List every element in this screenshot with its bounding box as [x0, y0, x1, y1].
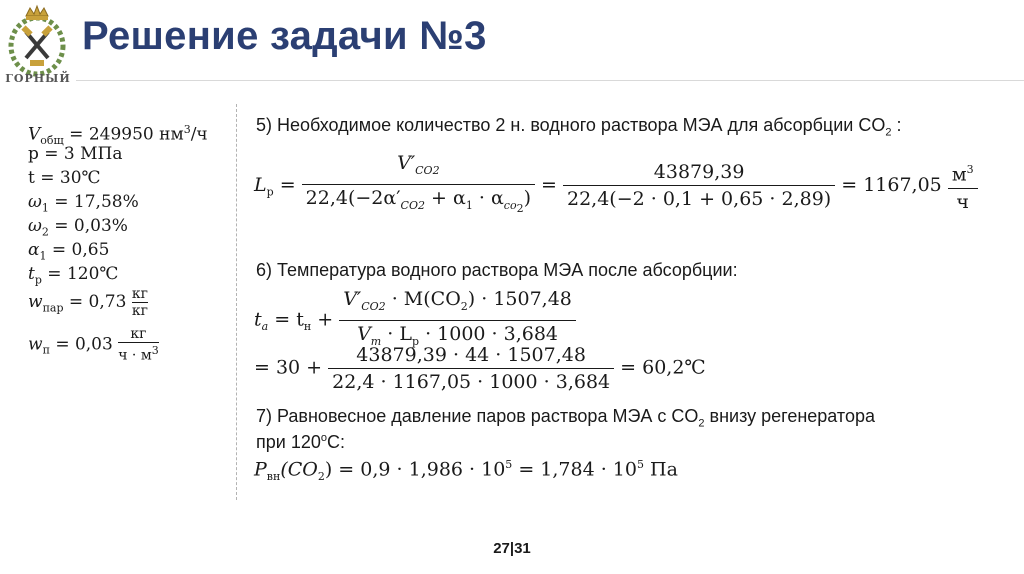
step5-heading: 5) Необходимое количество 2 н. водного раствора МЭА для абсорбции $CO_2$ : — [256, 115, 902, 139]
header-divider — [76, 80, 1024, 81]
given-wp: $w_п = 0,03$ $\frac{кг}{ч \cdot м^3}$ — [28, 326, 159, 364]
given-pressure: p = 3 МПа — [28, 144, 123, 164]
given-temperature: t = 30℃ — [28, 168, 101, 188]
given-tp: $t_р$ = 120℃ — [28, 264, 119, 287]
step7-heading-line1: 7) Равновесное давление паров раствора МЭА с $CO_2$ внизу регенератора — [256, 406, 875, 430]
slide-title: Решение задачи №3 — [82, 14, 487, 58]
given-omega2: $\omega_2 = 0,03\%$ — [28, 216, 128, 239]
given-omega1: $\omega_1 = 17,58\%$ — [28, 192, 139, 215]
step6-heading: 6) Температура водного раствора МЭА после абсорбции: — [256, 260, 738, 280]
given-wpar: $w_{пар} = 0,73$ $\frac{кг}{кг}$ — [28, 286, 148, 319]
step5-equation: $L_р$ = $V'_{CO2}$ $22,4(-2\alpha'_{CO2} + \alpha_1 \cdot \alpha_{co_2})$ = $\frac{43879,39}{22,4(-2 \cdot 0,1 + 0,65 \cdot 2,89)}$ = 1167,05 $м^3$ ч — [254, 150, 978, 222]
step7-heading-line2: при $120^оС$: — [256, 432, 345, 452]
logo-caption: ГОРНЫЙ — [5, 72, 71, 85]
column-divider — [236, 104, 237, 500]
given-alpha1: $\alpha_1 = 0,65$ — [28, 240, 110, 263]
step6-equation-line1: $t_a = t_н$ + $V'_{CO2} \cdot M(CO_2) \cdot 1507,48$ $V_m \cdot L_р \cdot 1000 \cdot 3,684$ — [254, 286, 576, 355]
given-data-list — [28, 118, 208, 366]
page-number: 27|31 — [493, 540, 531, 557]
given-volume: $V_{общ} = 249950$ $нм^3/ч$ — [28, 123, 208, 148]
step7-equation: $P_{вн}(CO_2) = 0,9 \cdot 1,986 \cdot 10^5 = 1,784 \cdot 10^5$ Па — [254, 458, 678, 484]
step6-equation-line2: = 30 + $\frac{43879,39 \cdot 44 \cdot 1507,48}{22,4 \cdot 1167,05 \cdot 1000 \cdot 3,684}$ = 60,2℃ — [254, 344, 706, 393]
